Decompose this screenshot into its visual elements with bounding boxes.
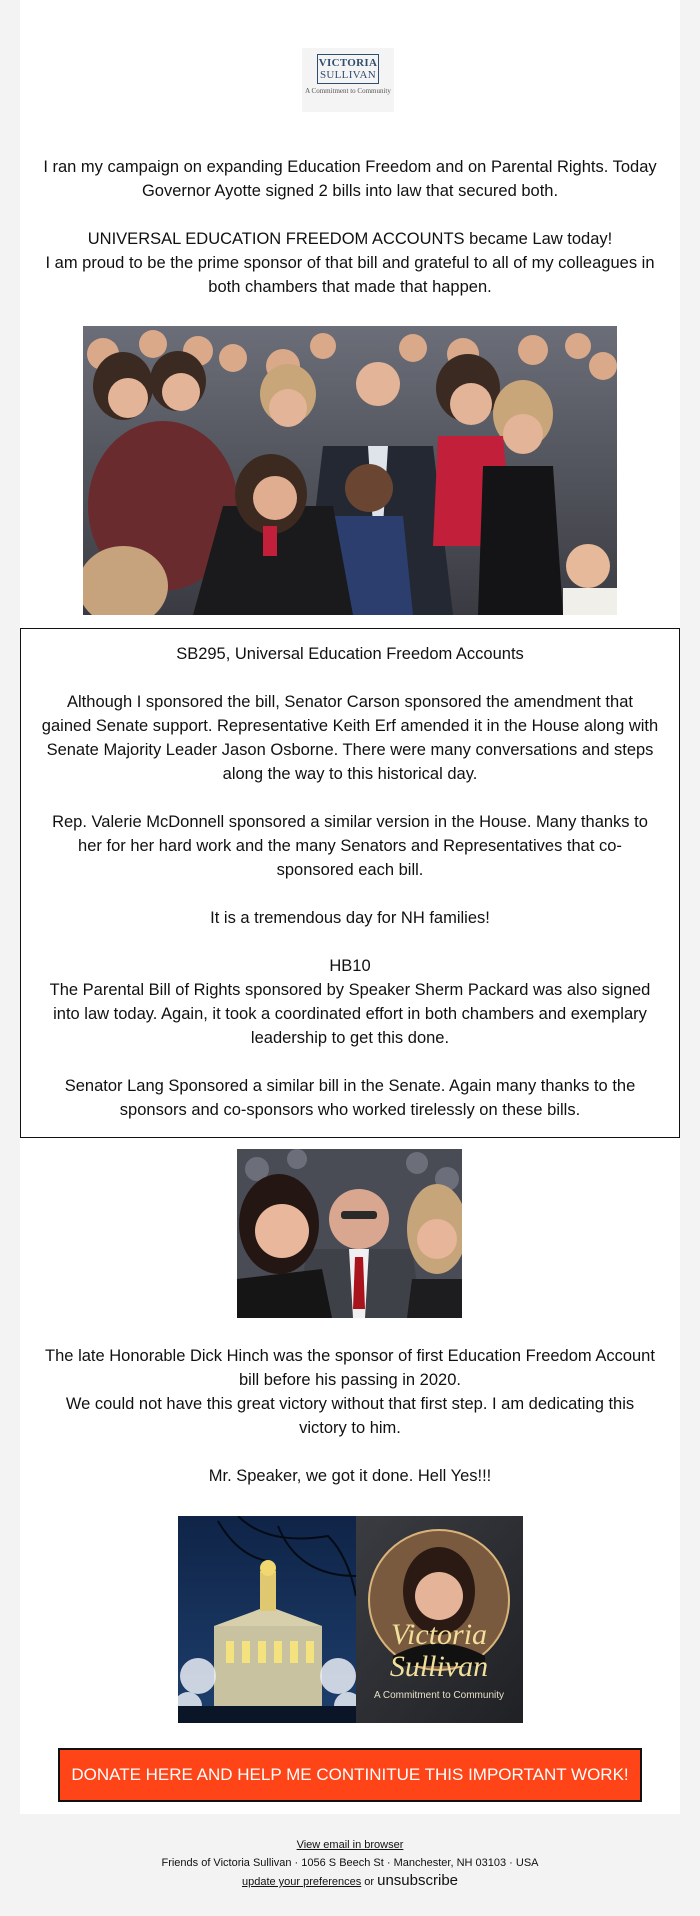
tribute-dedication-text: We could not have this great victory without that first step. I am dedicating this victory to him. xyxy=(65,1395,635,1437)
campaign-banner-image[interactable] xyxy=(178,1516,523,1723)
update-preferences-link[interactable]: update your preferences xyxy=(241,1876,362,1888)
box-paragraph-mcdonnell: Rep. Valerie McDonnell sponsored a similar version in the House. Many thanks to her for her hard work and the many Senators and Representatives that co-sponsored each bill. xyxy=(52,813,648,879)
box-tremendous-day: It is a tremendous day for NH families! xyxy=(210,909,490,927)
view-in-browser-link[interactable]: View email in browser xyxy=(296,1839,404,1851)
banner-tagline: A Commitment to Community xyxy=(373,1690,505,1701)
box-paragraph-carson: Although I sponsored the bill, Senator Carson sponsored the amendment that gained Senate support. Representative Keith Erf amended it in the House along with Senate Majority Leader Jason Osborne. There were many conversations and steps along the way to this historical day. xyxy=(41,693,659,783)
footer-address: Friends of Victoria Sullivan · 1056 S Beech St · Manchester, NH 03103 · USA xyxy=(161,1857,539,1869)
footer-or-text: or xyxy=(361,1876,378,1888)
logo-name-box xyxy=(317,54,379,84)
footer-links-row xyxy=(0,1873,700,1890)
banner-name-line2: Sullivan xyxy=(389,1650,489,1683)
intro-sponsor-text: I am proud to be the prime sponsor of that bill and grateful to all of my colleagues in both chambers that made that happen. xyxy=(45,254,655,296)
tribute-closing-text: Mr. Speaker, we got it done. Hell Yes!!! xyxy=(208,1467,492,1485)
banner-name-line1: Victoria xyxy=(390,1618,488,1651)
intro-law-heading: UNIVERSAL EDUCATION FREEDOM ACCOUNTS became Law today! xyxy=(87,230,613,248)
logo-name-line2: SULLIVAN xyxy=(320,69,376,81)
box-title: SB295, Universal Education Freedom Accounts xyxy=(176,645,524,663)
campaign-logo[interactable] xyxy=(302,48,394,112)
box-hb10-body: The Parental Bill of Rights sponsored by Speaker Sherm Packard was also signed into law today. Again, it took a coordinated effort in both chambers and exemplary leadership to get this done. xyxy=(49,981,651,1047)
donate-button[interactable]: DONATE HERE AND HELP ME CONTINITUE THIS IMPORTANT WORK! xyxy=(58,1748,642,1802)
footer-view-in-browser-row xyxy=(0,1837,700,1853)
intro-paragraph: I ran my campaign on expanding Education Freedom and on Parental Rights. Today Governor Ayotte signed 2 bills into law that secured both. xyxy=(43,158,657,200)
box-lang-paragraph: Senator Lang Sponsored a similar bill in the Senate. Again many thanks to the sponsors and co-sponsors who worked tirelessly on these bills. xyxy=(64,1077,636,1119)
unsubscribe-link[interactable]: unsubscribe xyxy=(377,1872,459,1889)
tribute-hinch-text: The late Honorable Dick Hinch was the sponsor of first Education Freedom Account bill before his passing in 2020. xyxy=(45,1347,655,1389)
selfie-photo[interactable] xyxy=(237,1149,462,1318)
logo-name-line1: VICTORIA xyxy=(318,57,378,69)
logo-tagline: A Commitment to Community xyxy=(305,87,391,95)
bill-signing-photo[interactable] xyxy=(83,326,617,615)
box-hb10-title: HB10 xyxy=(329,957,371,975)
